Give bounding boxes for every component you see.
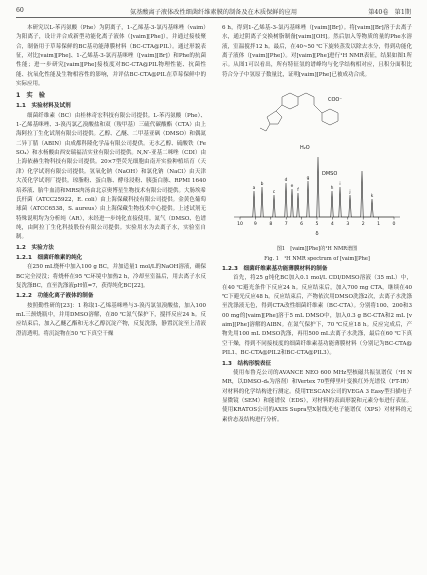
left-column	[16, 24, 206, 339]
molecule-structure-drawing	[260, 93, 338, 131]
x-tick-label: 4	[330, 222, 334, 228]
carboxylate-label: COO⁻	[328, 97, 343, 104]
nmr-spectrum-plot	[222, 83, 412, 243]
peak-label: j	[349, 190, 351, 196]
x-tick-label: 5	[315, 222, 319, 228]
x-tick-label: 0	[392, 222, 396, 228]
film-prep-paragraph: 首先，将25 g纯化BC加入0.1 mol/L CDI/DMSO溶液（35 mL）中，在40 ℃避光条件下反应24 h。反应结束后，加入700 mg CTA，继续在40 ℃下避光反应48 h。反应结束后，产物依次用DMSO洗涤2次，去离子水洗涤至洗涤液无色，得到CTA改性细菌纤维素（BC-CTA）。分别将100、200和300 mg的[vaim][Phe]溶于5 mL DMSO中，加入0.3 g BC-CTA和2 mL [vaim][Phe]溶解的AIBN。在氮气保护下，70 ℃反应18 h。反应完成后，产物先用100 mL DMSO洗涤，再用500 mL去离子水洗涤，最后在60 ℃下真空干燥，得到不同接枝度的细菌纤维素基功能薄膜材料（分别记为BC-CTA@PIL1、BC-CTA@PIL2和BC-CTA@PIL3）。	[222, 275, 412, 357]
figure-caption-cn: 图1 [vaim][Phe]的¹H NMR谱图	[276, 246, 358, 253]
water-peak-label: H₂O	[300, 145, 310, 152]
intro-paragraph: 本研究以L-苯丙氨酸（Phe）为阴离子，1-乙烯基-3-氯丙基咪唑（vaim）为阳离子，设计并合成新型功能化离子液体（[vaim][Phe]），并通过接枝聚合，制备用于草莓保鲜的BC基功能薄膜材料（BC-CTA@PIL）。通过形貌表征，对比[vaim][Phe]、1-乙烯基-3-氯丙基咪唑（[vaim][Br]）和Phe的抗菌性能；进一步研究[vaim][Phe]接枝度对BC-CTA@PIL物理性能、抗菌性能、抗氧化性能及生物相容性的影响，并评估BC-CTA@PIL在草莓保鲜中的实际应用。	[16, 25, 206, 88]
subsection-heading: 1.2 实验方法	[16, 244, 54, 251]
characterization-paragraph: 使用布鲁克公司的AVANCE NEO 600 MHz型核磁共振氢谱仪（¹H NMR，以DMSO-d₆为溶剂）和Vertex 70型傅里叶变换红外光谱仪（FT-IR）对材料的化学结构进行测定。使用TESCAN公司的VEGA 3 Easy型扫描电子显微镜（SEM）和能谱仪（EDS），对材料的表面形貌和元素分布进行表征。使用KRATOS公司的AXIS Supra型X射线光电子能谱仪（XPS）对材料的元素价态及结构进行分析。	[222, 369, 412, 423]
section-heading: 1 实 验	[16, 92, 46, 100]
subsubsection-heading: 1.2.3 细菌纤维素基功能薄膜材料的制备	[222, 266, 328, 273]
peak-label: i	[339, 182, 341, 188]
materials-paragraph: 细菌纤维素（BC）由桂林奇宏科技有限公司提供。L-苯丙氨酸（Phe）、1-乙烯基咪唑、3-溴丙氯乙溴酸盐和双（羧甲基）三硫代碳酸酯（CTA）由上海阿拉丁生化试剂有限公司提供。乙醇、乙醚、二甲基亚砜（DMSO）和偶氮二异丁腈（ABIN）由成都科隆化学品有限公司提供。无水乙醇、硫酸铁（FeSO₄）和水杨酸由西安瑞福洁实业有限公司提供。N,N′-亚基二咪唑（CDI）由上海依赫生物科技有限公司提供。20×7型荧光细胞由南开实验种植培育（天津）化学试剂有限公司提供。氢氧化钠（NaOH）和氯化钠（NaCl）由天津大茂化学试剂厂提供。琼脂粉、蛋白胨、酵母浸粉、胰蛋白胨、RPMI 1640培养液、胎牛血清和MRS肉汤由北京奥博星生物技术有限公司提供。大肠埃希氏杆菌（ATCC25922，E. coli）由上海保藏科技有限公司提供。金黄色葡萄球菌（ATCC6538，S. aureus）由上海保藏生物技术中心提供。上述试剂无特殊说明均为分析纯（AR），未经进一步纯化直接使用。氮气（DMSO、色谱纯，由阿拉丁生化科技股份有限公司提供。实验用水为去离子水，实验室自制。	[16, 112, 206, 241]
x-tick-label: 2	[361, 222, 365, 228]
dmso-peak-label: DMSO	[322, 171, 338, 178]
peak-label: b	[260, 182, 264, 188]
x-tick-label: 7	[284, 222, 288, 228]
x-axis-label: δ	[315, 231, 319, 238]
x-tick-label: 3	[346, 222, 350, 228]
page-number: 60	[16, 7, 24, 14]
running-title: 氨基酸离子液体改性细菌纤维素膜的制备及在木质保鲜的应用	[129, 9, 298, 16]
subsubsection-heading: 1.2.1 细菌纤维素的纯化	[16, 254, 83, 261]
x-tick-label: 8	[269, 222, 273, 228]
x-axis-ticks	[237, 217, 395, 227]
x-tick-label: 9	[253, 222, 257, 228]
peak-label: g	[306, 176, 310, 182]
x-tick-label: 6	[300, 222, 304, 228]
ionic-liquid-paragraph: 按照勤性研的[23]：1 称取1-乙烯基咪唑与3-溴丙氯氢溴酸盐，加入100 mL三颈烧瓶中，并用DMSO溶解，在80 ℃氮气保护下，搅拌反应24 h。反应结束后，加入乙醚乙酯和无水乙醇沉淀产物，反复洗涤，静置沉淀至上清液澄清透明。将沉淀物在50 ℃下真空干燥	[16, 302, 206, 337]
figure-caption-en: Fig. 1 ¹H NMR spectrum of [vaim][Phe]	[264, 256, 370, 263]
purification-paragraph: 在250 mL烧杯中加入100 g BC，并加适量1 mol/L的NaOH溶液，确保BC完全浸没；将烧杯在95 ℃环境中加热2 h，冷却至室温后，用去离子水反复洗涤BC，直至洗涤液pH值=7，获得纯化BC[22]。	[16, 264, 206, 289]
continued-paragraph: 6 h，得到1-乙烯基-3-氯丙基咪唑（[vaim][Br]）。将[vaim][Br]溶于去离子水，通过阴离子交换树脂制备[vaim][OH]。然后加入等物质的量的Phe水溶液，室温搅拌12 h。最后，在40~50 ℃下旋转蒸发以除去水分，得到功能化离子液体（[vaim][Phe]）。对[vaim][Phe]进行¹H NMR表征，结果如图1所示。从图1可以看出，所有特征氢的谱峰均与化学结构相对应，且积分面积比符合分子中氢原子数量比，证明[vaim][Phe]已被成功合成。	[222, 25, 412, 78]
issue-label: 第40卷 第1期	[368, 9, 411, 16]
peak-label: f	[297, 188, 299, 194]
right-column	[222, 24, 412, 425]
x-tick-label: 10	[237, 222, 243, 228]
subsubsection-heading: 1.2.2 功能化离子液体的制备	[16, 293, 94, 300]
peak-label: c	[272, 190, 276, 196]
spectrum-trace	[240, 157, 394, 217]
peak-label: h	[330, 186, 334, 192]
nmr-figure	[222, 83, 412, 243]
peak-label: d	[284, 178, 288, 184]
peak-label: e	[290, 184, 294, 190]
spectrum-peaks	[240, 157, 394, 217]
peak-label: k	[370, 194, 374, 200]
page-header	[16, 7, 411, 18]
subsection-heading: 1.3 结构形貌表征	[222, 360, 272, 367]
peak-label: a	[252, 186, 256, 192]
x-tick-label: 1	[377, 222, 381, 228]
subsection-heading: 1.1 实验材料及试剂	[16, 103, 71, 110]
